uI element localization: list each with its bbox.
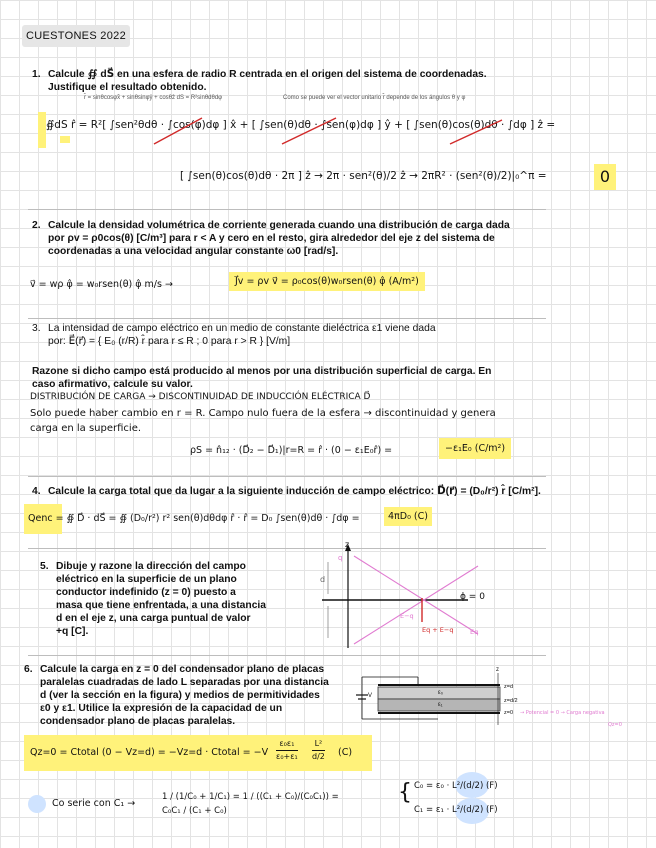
- q3-handwritten-line-1: Solo puede haber cambio en r = R. Campo nulo fuera de la esfera → discontinuidad y genera: [30, 408, 496, 419]
- q1-note-text: Como se puede ver el vector unitario r̂ depende de los ángulos θ y φ: [283, 95, 466, 101]
- page-title: CUESTONES 2022: [22, 25, 130, 47]
- q6-z0-label: z=0: [504, 710, 514, 716]
- separator: [28, 209, 546, 210]
- q5-sum-label: Eq + E−q: [422, 626, 454, 634]
- q1-strike-1: [154, 118, 202, 144]
- q6-brace: {: [398, 780, 412, 805]
- q1-strike-2: [282, 118, 336, 144]
- question-4-text: 4. Calcule la carga total que da lugar a la siguiente inducción de campo eléctrico: D⃗(r⃗) = (D₀/r²) r̂ [C/m²].: [32, 486, 541, 497]
- q3-equation: ρS = n̂₁₂ · (D⃗₂ − D⃗₁)|r=R = r̂ · (0 − ε₁E₀r̂) =: [190, 445, 393, 456]
- q6-series-label: Co serie con C₁ →: [52, 798, 136, 809]
- q3-handwritten-line-2: carga en la superficie.: [30, 423, 142, 434]
- q5-eq-label: Eq: [470, 628, 479, 636]
- question-2-text: 2. Calcule la densidad volumétrica de corriente generada cuando una distribución de carga dada por ρv = ρ0cos(θ) [C/m³] para r < A y cero en el resto, gira alrededor del eje z del sistema de coordenadas a una velocidad angular constante ω0 [rad/s].: [32, 220, 510, 257]
- separator: [28, 655, 546, 656]
- question-5-text: 5. Dibuje y razone la dirección del campo eléctrico en la superficie de un plano conductor indefinido (z = 0) puesto a masa que tiene enfrentada, a una distancia d en el eje z, una carga puntual de valor +q [C].: [40, 561, 267, 637]
- q5-phi-label: ϕ = 0: [460, 592, 485, 602]
- question-3-text-b: Razone si dicho campo está producido al menos por una distribución superficial de carga. En caso afirmativo, calcule su valor.: [32, 366, 492, 390]
- q6-series-formula: 1 / (1/C₀ + 1/C₁) = 1 / ((C₁ + C₀)/(C₀C₁)) = C₀C₁ / (C₁ + C₀): [162, 792, 339, 816]
- q6-answer-tail: L² d/2: [312, 739, 325, 761]
- q6-answer-fraction: ε₀ε₁ ε₀+ε₁: [276, 739, 298, 761]
- question-3-text: 3. La intensidad de campo eléctrico en un medio de constante dieléctrica ε1 viene dada por: E⃗(r⃗) = { E₀ (r/R) r̂ para r ≤ R ; 0 para r > R } [V/m]: [32, 323, 436, 347]
- q6-c1-formula: C₁ = ε₁ · L²/(d/2) (F): [414, 805, 498, 815]
- q2-answer-velocity: v⃗ = wρ φ̂ = w₀rsen(θ) φ̂ m/s →: [30, 279, 173, 290]
- q5-z-label: z: [345, 540, 350, 549]
- question-1-text: 1. Calcule ∯ dS⃗ en una esfera de radio R centrada en el origen del sistema de coordenadas. Justifique el resultado obtenido.: [32, 69, 487, 93]
- field-line-2: [354, 566, 478, 644]
- q6-marker-dot: [28, 795, 46, 813]
- q4-answer: Qenc = ∯ D⃗ · dS⃗ = ∯ (D₀/r²) r² sen(θ)dθdφ r̂ · r̂ = D₀ ∫sen(θ)dθ · ∫dφ =: [28, 513, 360, 524]
- separator: [28, 476, 546, 477]
- q1-highlight-mark-2: [60, 136, 70, 143]
- q6-pink-note-q: Qz=0: [608, 722, 622, 728]
- q6-answer: Qz=0 = Ctotal (0 − Vz=d) = −Vz=d · Ctotal = −V: [30, 747, 269, 758]
- q6-v-label: V: [368, 693, 373, 699]
- q3-result: −ε₁E₀ (C/m²): [439, 438, 511, 459]
- q5-eqm-label: E−q: [400, 612, 414, 620]
- q6-answer-unit: (C): [338, 747, 353, 758]
- q1-highlight-mark: [38, 112, 46, 148]
- q1-strike-3: [450, 120, 502, 144]
- q6-zd2-label: z=d/2: [504, 698, 518, 704]
- q6-c0-formula: C₀ = ε₀ · L²/(d/2) (F): [414, 781, 498, 791]
- q5-charge-label: q: [338, 554, 343, 562]
- q1-strike-marks: [150, 112, 550, 152]
- q3-handwritten-heading: DISTRIBUCIÓN DE CARGA → DISCONTINUIDAD DE INDUCCIÓN ELÉCTRICA D⃗: [30, 392, 371, 402]
- q1-result: 0: [594, 164, 616, 190]
- q6-eps0-label: ε₀: [438, 690, 444, 696]
- q1-answer-line-1: ∯dS r̂ = R²[ ∫sen²θdθ · ∫cos(φ)dφ ] x̂ + [ ∫sen(θ)dθ · ∫sen(φ)dφ ] ŷ + [ ∫sen(θ)cos(θ)dθ · ∫dφ ] ẑ =: [46, 119, 556, 131]
- q6-eps1-label: ε₁: [438, 702, 443, 708]
- q4-result: 4πD₀ (C): [384, 507, 432, 526]
- q5-d-label: d: [320, 575, 326, 584]
- q1-answer-line-2: [ ∫sen(θ)cos(θ)dθ · 2π ] ẑ → 2π · sen²(θ)/2 ẑ → 2πR² · (sen²(θ)/2)|₀^π =: [180, 170, 547, 182]
- separator: [28, 318, 546, 319]
- q6-zd-label: z=d: [504, 684, 514, 690]
- q1-note-formula: r̂ = sinθcosφx̂ + sinθsinφŷ + cosθẑ dS = R²sinθdθdφ: [84, 95, 223, 101]
- question-6-text: 6. Calcule la carga en z = 0 del condensador plano de placas paralelas cuadradas de lado L separadas por una distancia d (ver la sección en la figura) y medios de permitividades ε0 y ε1. Utilice la expresión de la capacidad de un condensador plano de placas paralelas.: [24, 664, 329, 727]
- q6-pink-note: → Potencial = 0 → Carga negativa: [520, 710, 605, 716]
- q6-z-label: z: [496, 667, 499, 673]
- q2-answer-current-density: J⃗v = ρv v⃗ = ρ₀cos(θ)w₀rsen(θ) φ̂ (A/m²): [229, 272, 425, 291]
